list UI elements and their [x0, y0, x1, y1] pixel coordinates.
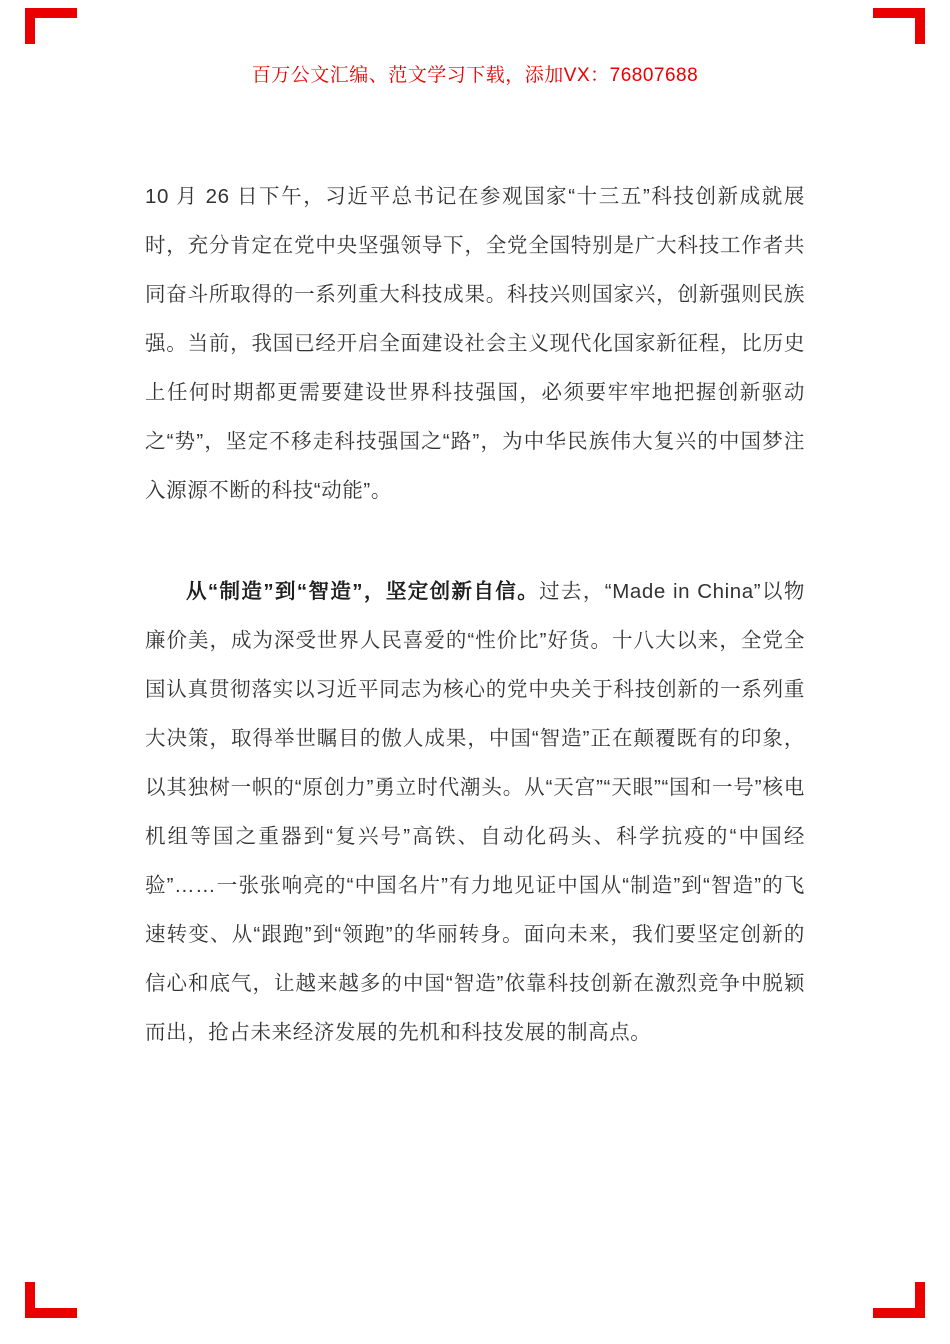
paragraph-text: 过去，“Made in China”以物廉价美，成为深受世界人民喜爱的“性价比”好货。十八大以来，全党全国认真贯彻落实以习近平同志为核心的党中央关于科技创新的一系列重大决策，取得举世瞩目的傲人成果，中国“智造”正在颠覆既有的印象，以其独树一帜的“原创力”勇立时代潮头。从“天宫”“天眼”“国和一号”核电机组等国之重器到“复兴号”高铁、自动化码头、科学抗疫的“中国经验”……一张张响亮的“中国名片”有力地见证中国从“制造”到“智造”的飞速转变、从“跟跑”到“领跑”的华丽转身。面向未来，我们要坚定创新的信心和底气，让越来越多的中国“智造”依靠科技创新在激烈竞争中脱颖而出，抢占未来经济发展的先机和科技发展的制高点。: [145, 580, 805, 1044]
paragraph: [145, 172, 805, 515]
paragraph-lead-bold: 从“制造”到“智造”，坚定创新自信。: [186, 580, 540, 603]
corner-mark-bottom-left-icon: [25, 1282, 77, 1318]
corner-mark-top-left-icon: [25, 8, 77, 44]
document-body: [145, 172, 805, 1109]
paragraph-text: 10 月 26 日下午，习近平总书记在参观国家“十三五”科技创新成就展时，充分肯定在党中央坚强领导下，全党全国特别是广大科技工作者共同奋斗所取得的一系列重大科技成果。科技兴则国家兴，创新强则民族强。当前，我国已经开启全面建设社会主义现代化国家新征程，比历史上任何时期都更需要建设世界科技强国，必须要牢牢地把握创新驱动之“势”，坚定不移走科技强国之“路”，为中华民族伟大复兴的中国梦注入源源不断的科技“动能”。: [145, 185, 805, 502]
corner-mark-top-right-icon: [873, 8, 925, 44]
corner-mark-bottom-right-icon: [873, 1282, 925, 1318]
paragraph: [145, 567, 805, 1057]
header-notice: 百万公文汇编、范文学习下载，添加VX：76807688: [251, 65, 699, 86]
